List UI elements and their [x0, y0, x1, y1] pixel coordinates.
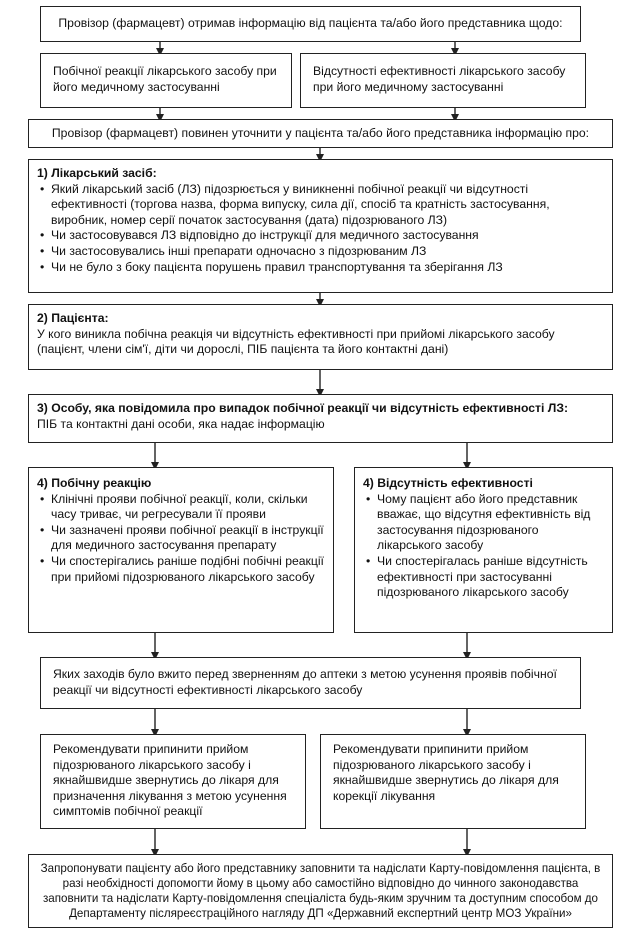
- section-reporter: [28, 394, 613, 443]
- section-medicine: [28, 159, 613, 293]
- list-item: • Чи не було з боку пацієнта порушень правил транспортування та зберігання ЛЗ: [51, 260, 604, 276]
- received-info-text: Провізор (фармацевт) отримав інформацію від пацієнта та/або його представника щодо:: [58, 16, 563, 31]
- section-ineffectiveness: [354, 467, 613, 633]
- recommendation-adverse-box: [40, 734, 306, 829]
- list-item: • Чи зазначені прояви побічної реакції в інструкції для медичного застосування препарату: [51, 523, 325, 554]
- section-ineffectiveness-heading: 4) Відсутність ефективності: [363, 476, 533, 490]
- list-item: • Клінічні прояви побічної реакції, коли, скільки часу триває, чи регресували її прояви: [51, 492, 325, 523]
- measures-box: [40, 657, 581, 709]
- section-patient-text: У кого виникла побічна реакція чи відсутність ефективності при прийомі лікарського засобу (пацієнт, члени сім'ї, діти чи дорослі, ПІБ пацієнта та його контактні дані): [37, 326, 555, 357]
- list-item: • Чи спостерігалась раніше відсутність ефективності при застосуванні підозрюваного лікарського засобу: [377, 554, 604, 601]
- section-patient-heading: 2) Пацієнта:: [37, 311, 109, 325]
- final-report-box: [28, 854, 613, 928]
- section-adverse-list: [37, 492, 325, 586]
- section-reporter-heading: 3) Особу, яка повідомила про випадок побічної реакції чи відсутність ефективності ЛЗ:: [37, 401, 569, 415]
- ineffectiveness-text: Відсутності ефективності лікарського засобу при його медичному застосуванні: [313, 64, 566, 94]
- section-medicine-heading: 1) Лікарський засіб:: [37, 166, 157, 180]
- final-report-text: Запропонувати пацієнту або його представнику заповнити та надіслати Карту-повідомлення пацієнта, в разі необхідності допомогти йому в цьому або самостійно відповідно до чинного законодавства заповнити та надіслати Карту-повідомлення спеціаліста будь-яким зручним та доступним способом до Департаменту післяреєстраційного нагляду ДП «Державний експертний центр МОЗ України»: [40, 862, 601, 920]
- received-info-box: [40, 6, 581, 42]
- recommendation-ineffective-text: Рекомендувати припинити прийом підозрюваного лікарського засобу і якнайшвидше звернутись до лікаря для корекції лікування: [333, 742, 559, 803]
- list-item: • Який лікарський засіб (ЛЗ) підозрюється у виникненні побічної реакції чи відсутності ефективності (торгова назва, форма випуску, сила дії, спосіб та кратність застосування, виробник, номер серії початок застосування (дата) підозрюваного ЛЗ): [51, 182, 604, 229]
- clarify-box: [28, 119, 613, 148]
- list-item: • Чи застосовувались інші препарати одночасно з підозрюваним ЛЗ: [51, 244, 604, 260]
- adverse-reaction-text: Побічної реакції лікарського засобу при його медичному застосуванні: [53, 64, 277, 94]
- measures-text: Яких заходів було вжито перед зверненням до аптеки з метою усунення проявів побічної реакції чи відсутності ефективності лікарського засобу: [53, 667, 557, 697]
- section-adverse-reaction: [28, 467, 334, 633]
- list-item: • Чи застосовувався ЛЗ відповідно до інструкції для медичного застосування: [51, 228, 604, 244]
- ineffectiveness-box: [300, 53, 586, 108]
- recommendation-ineffective-box: [320, 734, 586, 829]
- section-reporter-text: ПІБ та контактні дані особи, яка надає інформацію: [37, 416, 325, 431]
- adverse-reaction-box: [40, 53, 292, 108]
- list-item: • Чи спостерігались раніше подібні побічні реакції при прийомі підозрюваного лікарського засобу: [51, 554, 325, 585]
- section-medicine-list: [37, 182, 604, 276]
- section-adverse-heading: 4) Побічну реакцію: [37, 476, 152, 490]
- list-item: • Чому пацієнт або його представник вважає, що відсутня ефективність від застосування підозрюваного лікарського засобу: [377, 492, 604, 554]
- recommendation-adverse-text: Рекомендувати припинити прийом підозрюваного лікарського засобу і якнайшвидше звернутись до лікаря для призначення лікування з метою усунення симптомів побічної реакції: [53, 742, 287, 819]
- section-patient: [28, 304, 613, 370]
- clarify-text: Провізор (фармацевт) повинен уточнити у пацієнта та/або його представника інформацію про:: [51, 125, 590, 140]
- section-ineffectiveness-list: [363, 492, 604, 601]
